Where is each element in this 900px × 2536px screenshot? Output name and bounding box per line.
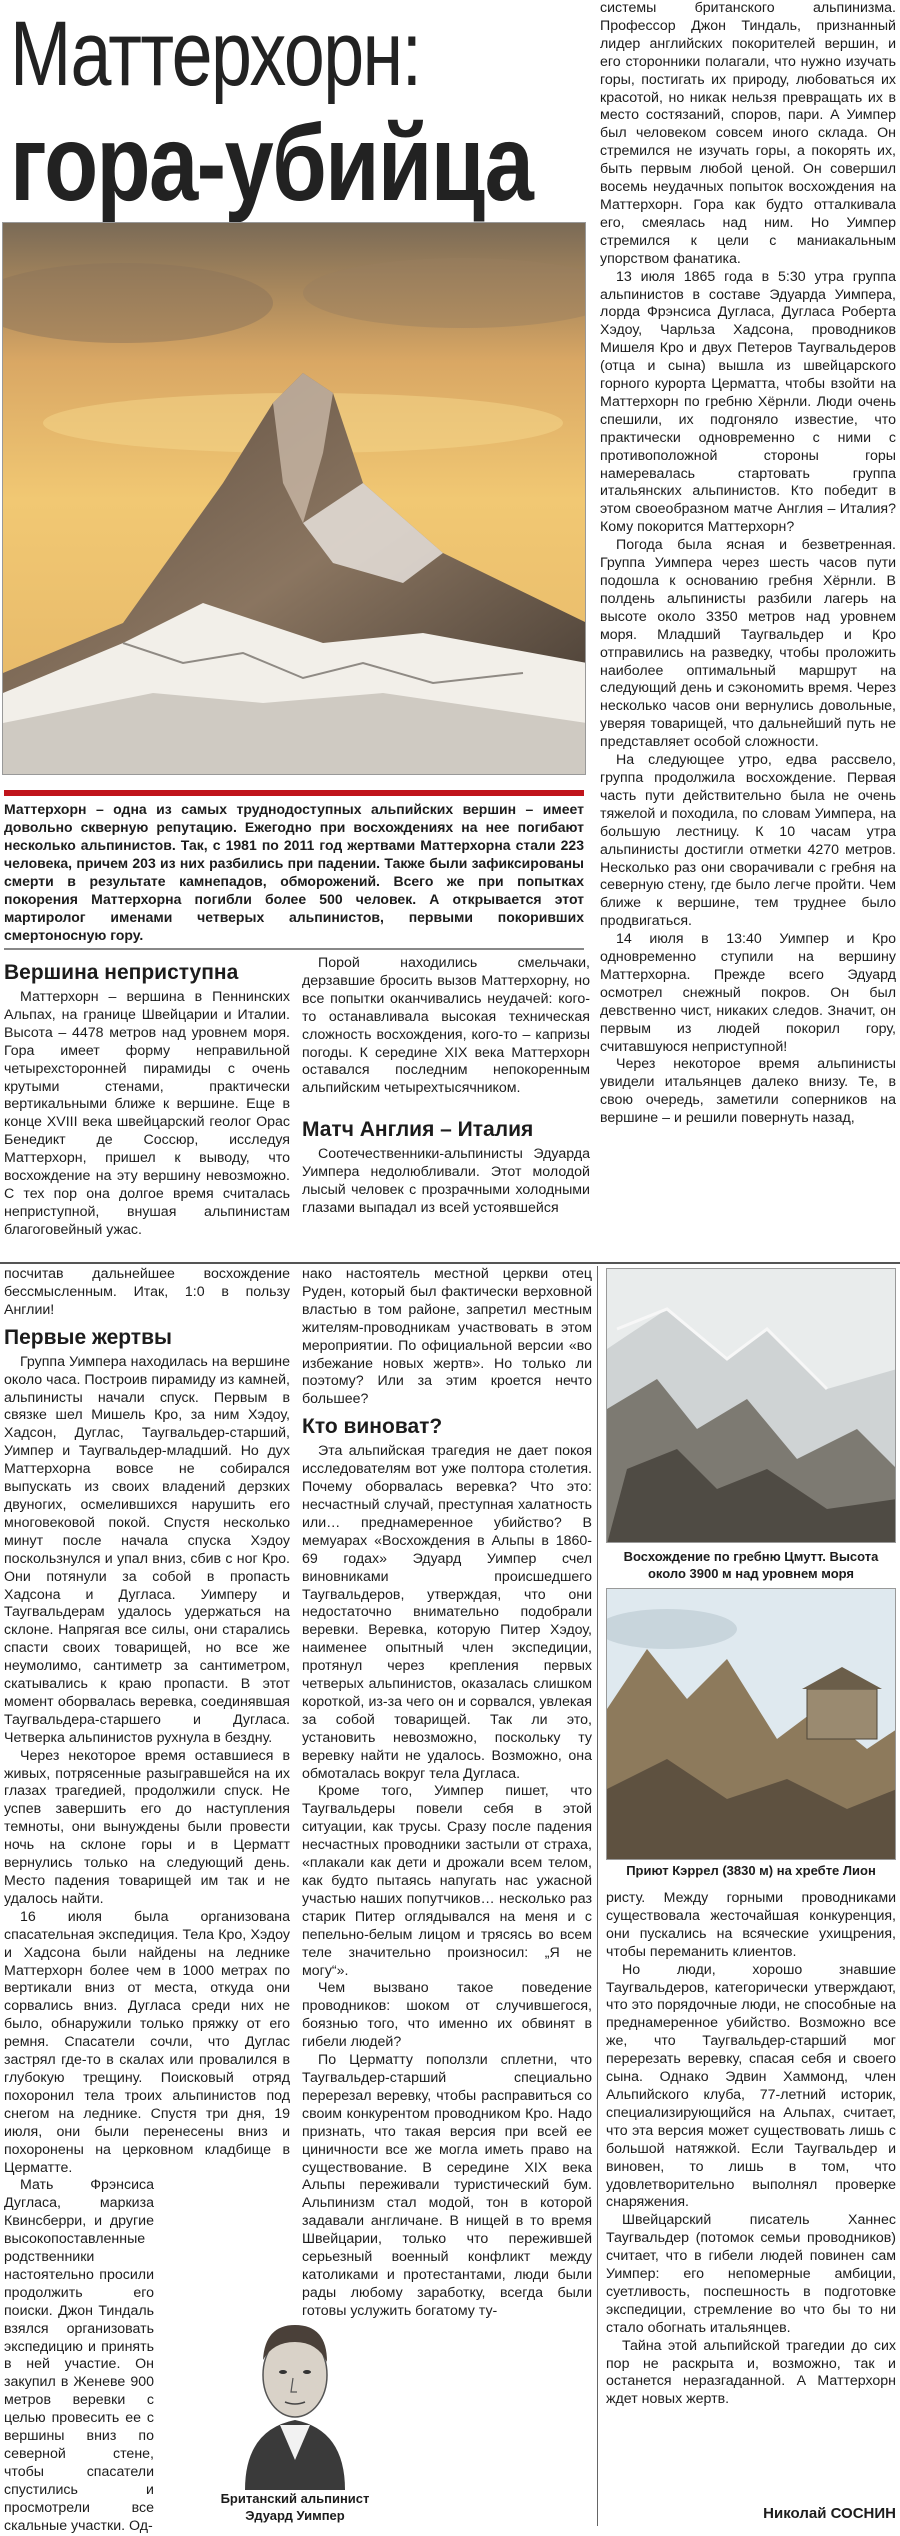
column-e	[606, 1890, 896, 2505]
column-right-top	[600, 0, 896, 1127]
portrait-caption-line1: Британский альпинист	[220, 2491, 370, 2506]
paragraph: Порой находились смельчаки, дерзавшие бросить вызов Маттерхорну, но все попытки оканчивались неудачей: кого-то останавливала высокая техническая сложность восхождения, кого-то – капризы погоды. К середине XIX века Маттерхорн оставался последним непокоренным альпийским четырехтысячником.	[302, 955, 590, 1097]
paragraph: посчитав дальнейшее восхождение бессмысленным. Итак, 1:0 в пользу Англии!	[4, 1266, 290, 1318]
paragraph: системы британского альпинизма. Профессор Джон Тиндаль, признанный лидер английских покорителей вершин, и его сторонники полагали, что нужно изучать горы, постигать их природу, любоваться их красотой, но никак нельзя превращать их в место состязаний, споров, пари. А Уимпер был человеком совсем иного склада. Он стремился не изучать горы, а покорять их, быть первым любой ценой. Он совершил восемь неудачных попыток восхождения на Маттерхорн. Гора как будто отталкивала его, смеялась над ним. Но Уимпер стремился к цели с маниакальным упорством фанатика.	[600, 0, 896, 267]
paragraph: нако настоятель местной церкви отец Руден, который был фактически верховной властью в том районе, запретил местным жителям-проводникам участвовать в этом мероприятии. По официальной версии «во избежание новых жертв». Но только ли поэтому? Или за этим кроется нечто большее?	[302, 1266, 592, 1408]
paragraph: По Церматту поползли сплетни, что Таугвальдер-старший специально перерезал веревку, чтобы расправиться со своим конкурентом проводником Кро. Надо признать, что такая версия при всей ее циничности все же могла иметь право на существование. В середине XIX века Альпы переживали туристический бум. Альпинизм стал модой, тон в которой задавали англичане. В нищей в то время Швейцарии, только что пережившей серьезный военный конфликт между католиками и протестантами, люди были рады любому заработку, всегда были готовы услужить богатому ту-	[302, 2052, 592, 2319]
carrel-photo-caption: Приют Кэррел (3830 м) на хребте Лион	[626, 1863, 876, 1878]
paragraph: Кроме того, Уимпер пишет, что Таугвальдеры повели себя в этой ситуации, как трусы. Сразу после падения несчастных проводники застыли от страха, «плакали как дети и дрожали всем телом, как будто пытаясь напугать нас ужасной участью наших попутчиков… несколько раз старик Питер оглядывался на меня и с пепельно-белым лицом и трясясь во всем теле значительно произносил: „Я не могу“».	[302, 1783, 592, 1979]
portrait-caption-line2: Эдуард Уимпер	[245, 2508, 345, 2523]
paragraph: Эта альпийская трагедия не дает покоя исследователям вот уже полтора столетия. Почему оборвалась веревка? Что это: несчастный случай, преступная халатность или… преднамеренное убийство? В мемуарах «Восхождения в Альпы в 1860-69 годах» Эдуард Уимпер счел виновниками происшедшего Таугвальдеров, утверждая, что они недостаточно внимательно подобрали веревки. Веревка, которую Питер Хэдоу, наименее опытный член экспедиции, протянул через крепления первых четверых альпинистов, оказалась слишком короткой, из-за чего он и сорвался, увлекая за собой товарищей. Так ли это, установить невозможно, поскольку ту веревку найти не удалось. Возможно, она обмоталась вокруг тела Дугласа.	[302, 1443, 592, 1782]
paragraph: Через некоторое время альпинисты увидели итальянцев далеко внизу. Те, в свою очередь, заметили соперников на вершине – и решили повернуть назад,	[600, 1056, 896, 1127]
lead-accent-bar	[4, 790, 584, 796]
paragraph: Маттерхорн – вершина в Пеннинских Альпах, на границе Швейцарии и Италии. Высота – 4478 метров над уровнем моря. Гора имеет форму неправильной четырехсторонней пирамиды с очень крутыми стенами, практически вертикальными ближе к вершине. Еще в конце XVIII века швейцарский геолог Орас Бенедикт де Соссюр, исследуя Маттерхорн, пришел к выводу, что восхождение на эту вершину невозможно. С тех пор она долгое время считалась неприступной, внушая альпинистам благоговейный ужас.	[4, 989, 290, 1238]
paragraph: Чем вызвано такое поведение проводников: шоком от случившегося, боязнью того, что именно их обвинят в гибели людей?	[302, 1980, 592, 2051]
section-heading: Матч Англия – Италия	[302, 1118, 534, 1142]
portrait-whymper	[205, 2300, 385, 2490]
matterhorn-photo	[2, 222, 586, 775]
fold-divider	[0, 1262, 900, 1264]
paragraph: Мать Фрэнсиса Дугласа, маркиза Квинсберри, и другие высокопоставленные родственники настоятельно просили продолжить его поиски. Джон Тиндаль взялся организовать экспедицию и принять в ней участие. Он закупил в Женеве 900 метров веревки с целью провесить ее с вершины вниз по северной стене, чтобы спасатели спустились и просмотрели все скальные участки. Од-	[4, 2177, 154, 2534]
column-separator	[597, 1266, 598, 2526]
article-title	[6, 0, 592, 222]
paragraph: 16 июля была организована спасательная экспедиция. Тела Кро, Хэдоу и Хадсона были найдены на леднике Маттерхорн более чем в 1000 метрах по вертикали вниз от места, откуда они сорвались вниз. Дугласа среди них не было, обнаружили только пряжку от его ремня. Спасатели сочли, что Дуглас застрял где-то в скалах или провалился в глубокую трещину. Поисковый отряд похоронил тела троих альпинистов под снегом на леднике. Спустя три дня, 19 июля, они были перенесены вниз и похоронены на церковном кладбище в Церматте.	[4, 1908, 290, 2176]
paragraph: 13 июля 1865 года в 5:30 утра группа альпинистов в составе Эдуарда Уимпера, лорда Фрэнсиса Дугласа, Дугласа Роберта Хэдоу, Чарльза Хадсона, проводников Мишеля Кро и двух Петеров Таугвальдеров (отца и сына) вышла из швейцарского горного курорта Церматта, чтобы взойти на Маттерхорн по гребню Хёрнли. Люди очень спешили, их подгоняло известие, что практически одновременно с ними с противоположной стороны горы намеревалась стартовать группа итальянских альпинистов. Кто победит в этом своеобразном матче Англия – Италия? Кому покорится Маттерхорн?	[600, 268, 896, 536]
column-a	[4, 955, 290, 1275]
lead-paragraph: Маттерхорн – одна из самых труднодоступных альпийских вершин – имеет довольно скверную репутацию. Ежегодно при восхождениях на нее погибают несколько альпинистов. Так, с 1981 по 2011 год жертвами Маттерхорна стали 223 человека, причем 203 из них разбились при падении. Также были зафиксированы смерти в результате камнепадов, обморожений. Всего же при попытках покорения Маттерхорна погибли более 500 человек. А открывается этот мартиролог именами четверых альпинистов, первыми покоривших смертоносную гору.	[4, 801, 584, 943]
paragraph: Тайна этой альпийской трагедии до сих пор не раскрыта и, возможно, так и останется неразгаданной. А Маттерхорн ждет новых жертв.	[606, 2337, 896, 2408]
zmutt-ridge-photo	[606, 1268, 896, 1543]
section-divider	[4, 948, 584, 950]
paragraph: Соотечественники-альпинисты Эдуарда Уимпера недолюбливали. Этот молодой лысый человек с прозрачными холодными глазами выпадал из всей устоявшейся	[302, 1146, 590, 1216]
carrel-hut-photo	[606, 1588, 896, 1860]
column-b	[302, 955, 590, 1255]
paragraph: Группа Уимпера находилась на вершине около часа. Построив пирамиду из камней, альпинисты начали спуск. Первым в связке шел Мишель Кро, за ним Хэдоу, Хадсон, Дуглас, Таугвальдер-старший, Уимпер и Таугвальдер-младший. Но дух Маттерхорна вовсе не собирался выпускать из своих владений дерзких двуногих, осмелившихся нарушить его многовековой покой. Спустя несколько минут после начала спуска Хэдоу поскользнулся и упал вниз, сбив с ног Кро. Они потянули за собой в пропасть Хадсона и Дугласа. Уимперу и Таугвальдерам удалось удержаться на склоне. Напрягая все силы, они старались спасти своих товарищей, но все же неумолимо, сантиметр за сантиметром, скатывались к краю пропасти. В этот момент оборвалась веревка, соединявшая Таугвальдера-старшего и Дугласа. Четверка альпинистов рухнула в бездну.	[4, 1353, 290, 1746]
paragraph: 14 июля в 13:40 Уимпер и Кро одновременно ступили на вершину Маттерхорна. Прежде всего Эдуард осмотрел снежный покров. Он был девственно чист, никаких следов. Значит, он первым из людей покорил гору, считавшуюся неприступной!	[600, 931, 896, 1055]
section-heading: Первые жертвы	[4, 1325, 172, 1349]
paragraph: Через некоторое время оставшиеся в живых, потрясенные разыгравшейся на их глазах трагедией, продолжили спуск. Не успев завершить его до наступления темноты, они вынуждены были провести ночь на склоне горы и в Церматт вернулись только на следующий день. Место падения товарищей им так и не удалось найти.	[4, 1747, 290, 1907]
paragraph: Швейцарский писатель Ханнес Таугвальдер (потомок семьи проводников) считает, что в гибели людей повинен сам Уимпер: его непомерные амбиции, суетливость, поспешность в подготовке экспедиции, стремление во что бы то ни стало обогнать итальянцев.	[606, 2212, 896, 2336]
paragraph: ристу. Между горными проводниками существовала жесточайшая конкуренция, они пускались на всяческие ухищрения, чтобы переманить клиентов.	[606, 1890, 896, 1960]
paragraph: На следующее утро, едва рассвело, группа продолжила восхождение. Первая часть пути действительно была не очень тяжелой и походила, по словам Уимпера, на большую лестницу. К 10 часам утра альпинисты достигли отметки 4270 метров. Несколько раз они сворачивали с гребня на северную стену, где было легче пройти. Чем ближе к вершине, тем труднее было продвигаться.	[600, 752, 896, 930]
title-line-2: гора-убийца	[10, 102, 533, 223]
paragraph: Погода была ясная и безветренная. Группа Уимпера через шесть часов пути подошла к основанию гребня Хёрнли. В полдень альпинисты разбили лагерь на высоте около 3350 метров над уровнем моря. Младший Таугвальдер и Кро отправились на разведку, чтобы проложить наиболее оптимальный маршрут на следующий день и сэкономить время. Через несколько часов они вернулись довольные, уверяя товарищей, что дальнейший путь не представляет особой сложности.	[600, 537, 896, 751]
section-heading: Вершина неприступна	[4, 961, 239, 984]
zmutt-photo-caption: Восхождение по гребню Цмутт. Высота около 3900 м над уровнем моря	[623, 1549, 879, 1581]
author-signature: Николай СОСНИН	[763, 2505, 896, 2522]
title-line-1: Маттерхорн:	[10, 3, 421, 105]
section-heading: Кто виноват?	[302, 1415, 443, 1439]
portrait-caption	[205, 2490, 385, 2524]
column-d	[302, 1266, 592, 2319]
paragraph: Но люди, хорошо знавшие Таугвальдеров, категорически утверждают, что это порядочные люди, не способные на преднамеренное убийство. Возможно все же, что Таугвальдер-старший мог перерезать веревку, спасая себя и своего сына. Однако Эдвин Хаммонд, член Альпийского клуба, 77-летний историк, специализирующийся на Альпах, считает, что эта версия может существовать лишь с большой натяжкой. Если Таугвальдер и виновен, то лишь в том, что удовлетворительно выполнял проверке снаряжения.	[606, 1961, 896, 2211]
